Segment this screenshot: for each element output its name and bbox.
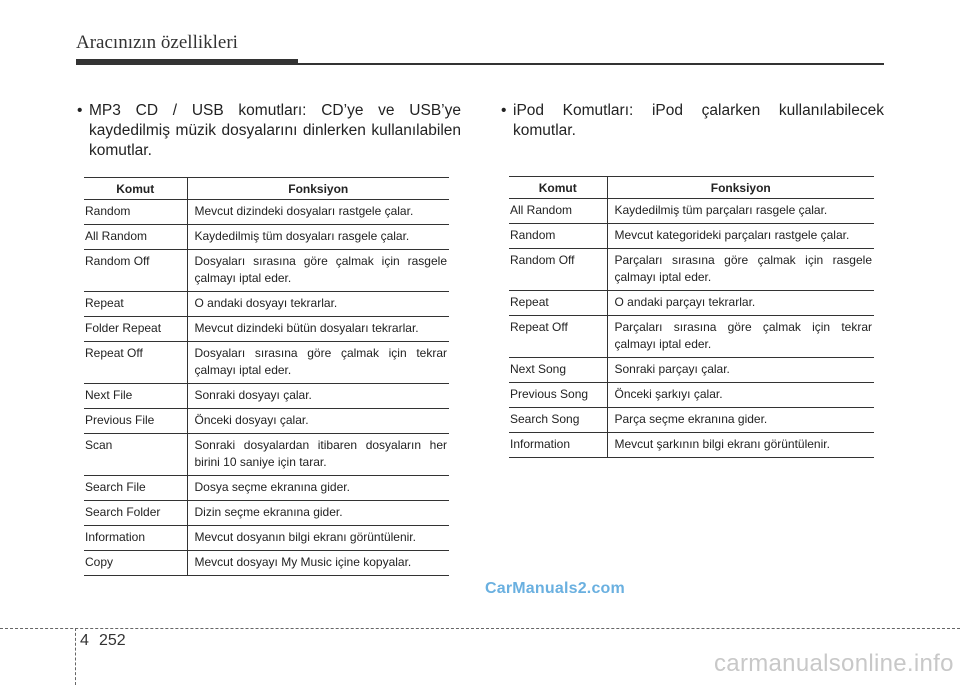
table-row [509, 383, 874, 408]
header-rule-accent [76, 59, 298, 65]
function-cell: Önceki dosyayı çalar. [187, 409, 449, 434]
function-cell: O andaki parçayı tekrarlar. [607, 291, 874, 316]
function-cell: Mevcut dosyayı My Music içine kopyalar. [187, 551, 449, 576]
function-cell: Kaydedilmiş tüm dosyaları rasgele çalar. [187, 225, 449, 250]
table-row [509, 433, 874, 458]
right-intro [501, 101, 884, 141]
table-row [84, 501, 449, 526]
command-cell: Search Song [509, 408, 607, 433]
function-cell: Kaydedilmiş tüm parçaları rasgele çalar. [607, 199, 874, 224]
command-cell: Random Off [84, 250, 187, 292]
table-row [84, 200, 449, 225]
footer-divider [75, 628, 76, 685]
mp3-command-table [84, 177, 449, 576]
function-cell: Parçaları sırasına göre çalmak için rasgele çalmayı iptal eder. [607, 249, 874, 291]
command-cell: Repeat Off [509, 316, 607, 358]
command-cell: Folder Repeat [84, 317, 187, 342]
page-number: 252 [99, 632, 126, 649]
command-cell: Information [84, 526, 187, 551]
footer-brand: carmanualsonline.info [714, 650, 954, 677]
function-cell: Dosyaları sırasına göre çalmak için tekrar çalmayı iptal eder. [187, 342, 449, 384]
command-cell: Copy [84, 551, 187, 576]
command-cell: Previous Song [509, 383, 607, 408]
function-cell: Parçaları sırasına göre çalmak için tekrar çalmayı iptal eder. [607, 316, 874, 358]
command-cell: Information [509, 433, 607, 458]
function-cell: Dosyaları sırasına göre çalmak için rasgele çalmayı iptal eder. [187, 250, 449, 292]
function-cell: Dosya seçme ekranına gider. [187, 476, 449, 501]
command-cell: All Random [509, 199, 607, 224]
intro-text: iPod Komutları: iPod çalarken kullanılabilecek komutlar. [513, 102, 884, 139]
chapter-number: 4 [80, 632, 89, 649]
function-cell: Sonraki parçayı çalar. [607, 358, 874, 383]
table-row [84, 551, 449, 576]
function-cell: Dizin seçme ekranına gider. [187, 501, 449, 526]
table-row [84, 526, 449, 551]
command-cell: Previous File [84, 409, 187, 434]
command-cell: Random [509, 224, 607, 249]
ipod-command-table [509, 176, 874, 458]
table-row [84, 225, 449, 250]
footer-rule [0, 628, 960, 629]
function-cell: Önceki şarkıyı çalar. [607, 383, 874, 408]
intro-text: MP3 CD / USB komutları: CD’ye ve USB’ye kaydedilmiş müzik dosyalarını dinlerken kullanılabilen komutlar. [89, 102, 461, 159]
table-row [84, 409, 449, 434]
function-cell: Mevcut dizindeki dosyaları rastgele çalar. [187, 200, 449, 225]
table-row [84, 384, 449, 409]
table-row [509, 408, 874, 433]
table-row [84, 434, 449, 476]
function-cell: Mevcut dosyanın bilgi ekranı görüntülenir. [187, 526, 449, 551]
command-cell: Repeat [509, 291, 607, 316]
table-row [84, 250, 449, 292]
column-header-command: Komut [84, 178, 187, 200]
table-row [509, 358, 874, 383]
command-cell: Repeat Off [84, 342, 187, 384]
header-title: Aracınızın özellikleri [76, 32, 238, 53]
table-row [84, 317, 449, 342]
column-header-command: Komut [509, 177, 607, 199]
function-cell: Sonraki dosyayı çalar. [187, 384, 449, 409]
column-header-function: Fonksiyon [607, 177, 874, 199]
column-header-function: Fonksiyon [187, 178, 449, 200]
table-row [84, 292, 449, 317]
table-row [84, 476, 449, 501]
function-cell: Mevcut dizindeki bütün dosyaları tekrarlar. [187, 317, 449, 342]
table-body [84, 200, 449, 576]
table-row [509, 199, 874, 224]
table-body [509, 199, 874, 458]
table-row [84, 342, 449, 384]
function-cell: O andaki dosyayı tekrarlar. [187, 292, 449, 317]
bullet: • [501, 102, 507, 119]
table-row [509, 249, 874, 291]
command-cell: Repeat [84, 292, 187, 317]
command-cell: All Random [84, 225, 187, 250]
left-intro [77, 101, 461, 161]
command-cell: Random Off [509, 249, 607, 291]
function-cell: Mevcut kategorideki parçaları rastgele çalar. [607, 224, 874, 249]
table-row [509, 316, 874, 358]
function-cell: Sonraki dosyalardan itibaren dosyaların her birini 10 saniye için tarar. [187, 434, 449, 476]
command-cell: Search File [84, 476, 187, 501]
function-cell: Mevcut şarkının bilgi ekranı görüntülenir. [607, 433, 874, 458]
command-cell: Next File [84, 384, 187, 409]
command-cell: Random [84, 200, 187, 225]
bullet: • [77, 102, 83, 119]
command-cell: Scan [84, 434, 187, 476]
command-cell: Search Folder [84, 501, 187, 526]
function-cell: Parça seçme ekranına gider. [607, 408, 874, 433]
command-cell: Next Song [509, 358, 607, 383]
table-row [509, 291, 874, 316]
watermark-link[interactable]: CarManuals2.com [485, 580, 625, 597]
table-row [509, 224, 874, 249]
